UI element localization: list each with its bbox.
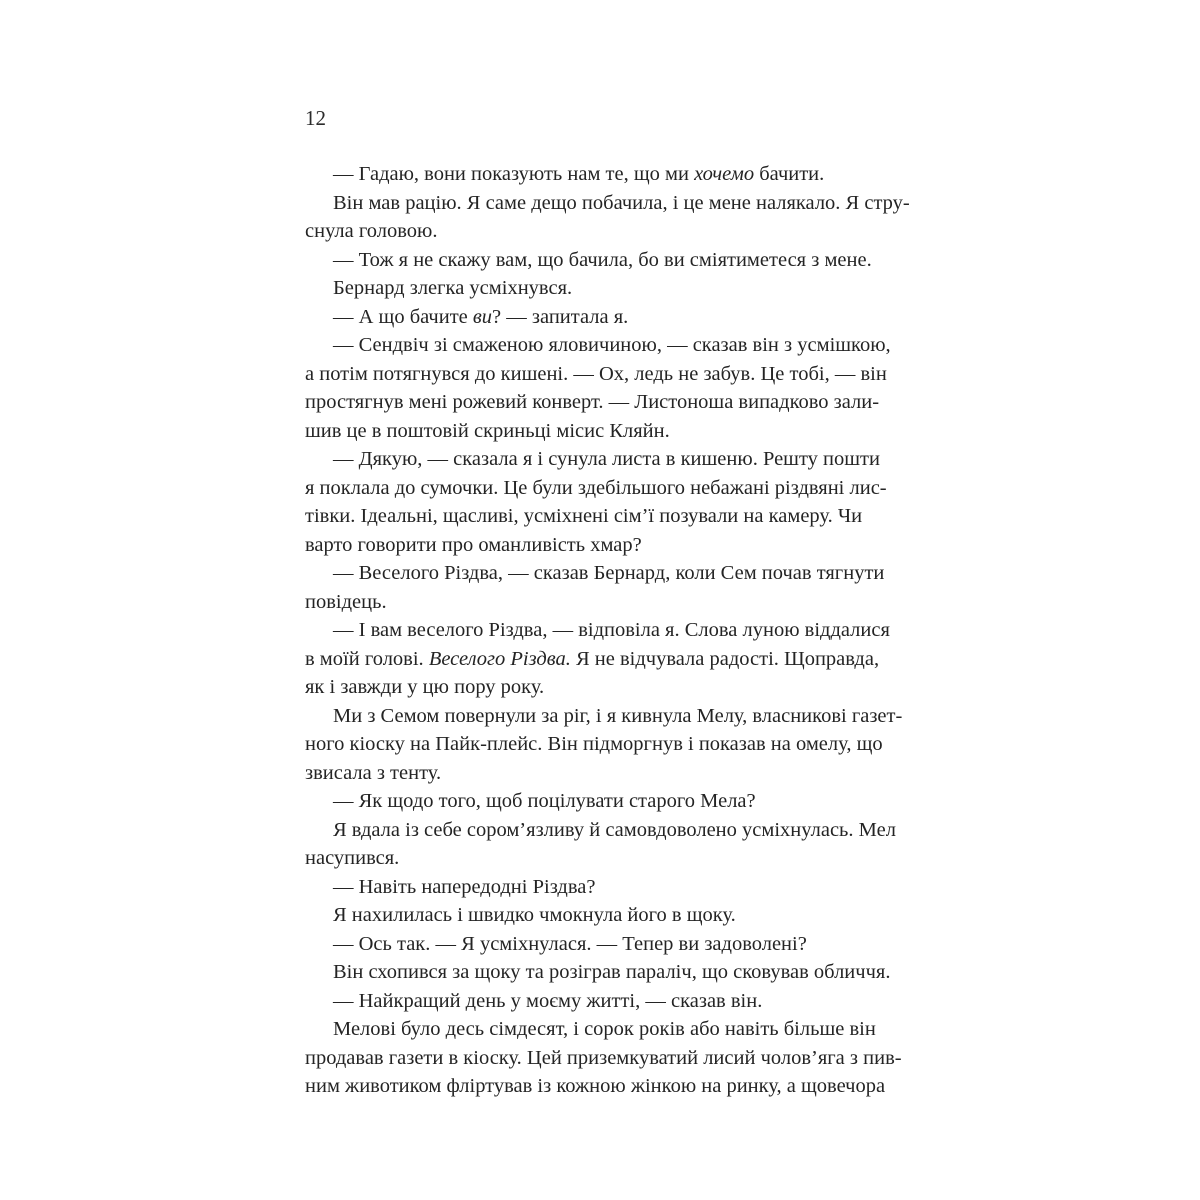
text-line <box>305 417 938 446</box>
text-line <box>305 958 938 987</box>
text-segment: ним животиком фліртував із кожною жінкою на ринку, а щовечора <box>305 1075 886 1097</box>
text-line <box>305 331 938 360</box>
text-line <box>305 388 938 417</box>
text-segment: Я не відчувала радості. Щоправда, <box>570 647 880 670</box>
text-segment: насупився. <box>305 847 400 869</box>
text-line <box>305 303 938 332</box>
text-segment: тівки. Ідеальні, щасливі, усміхнені сім’ї позували на камеру. Чи <box>305 505 863 527</box>
text-segment: бачити. <box>754 163 825 185</box>
text-segment: продавав газети в кіоску. Цей приземкуватий лисий чолов’яга з пив- <box>305 1046 902 1069</box>
text-segment: — Дякую, — сказала я і сунула листа в кишеню. Решту пошти <box>333 448 880 470</box>
italic-text: Веселого Різдва. <box>428 647 571 670</box>
text-line <box>305 274 938 303</box>
text-line <box>305 474 938 503</box>
text-line <box>305 673 938 702</box>
text-line <box>305 616 938 645</box>
text-segment: простягнув мені рожевий конверт. — Листоноша випадково зали- <box>305 391 880 413</box>
text-line <box>305 901 938 930</box>
text-segment: Мелові було десь сімдесят, і сорок років або навіть більше він <box>333 1018 876 1040</box>
text-line <box>305 873 938 902</box>
text-segment: повідець. <box>305 590 387 613</box>
text-segment: — Тож я не скажу вам, що бачила, бо ви сміятиметеся з мене. <box>333 248 872 271</box>
text-segment: звисала з тенту. <box>305 761 442 784</box>
text-line <box>305 1072 938 1101</box>
text-line <box>305 645 938 674</box>
text-line <box>305 1044 938 1073</box>
text-segment: Він схопився за щоку та розіграв параліч, що сковував обличчя. <box>333 961 891 983</box>
text-segment: — І вам веселого Різдва, — відповіла я. Слова луною віддалися <box>333 619 890 641</box>
text-line <box>305 987 938 1016</box>
italic-text: хочемо <box>694 163 755 185</box>
italic-text: ви <box>472 305 493 328</box>
text-line <box>305 730 938 759</box>
text-segment: — Гадаю, вони показують нам те, що ми <box>333 163 695 185</box>
text-line <box>305 588 938 617</box>
text-segment: а потім потягнувся до кишені. — Ох, ледь не забув. Це тобі, — він <box>305 362 887 385</box>
text-line <box>305 502 938 531</box>
text-line <box>305 559 938 588</box>
text-segment: — А що бачите <box>333 305 473 328</box>
text-line <box>305 844 938 873</box>
text-line <box>305 360 938 389</box>
text-segment: — Найкращий день у моєму житті, — сказав він. <box>333 989 763 1012</box>
text-line <box>305 787 938 816</box>
text-line <box>305 816 938 845</box>
text-segment: шив це в поштовій скриньці місис Кляйн. <box>305 419 670 442</box>
page-number: 12 <box>305 106 326 130</box>
text-segment: снула головою. <box>305 220 438 242</box>
text-line <box>305 1015 938 1044</box>
text-segment: — Сендвіч зі смаженою яловичиною, — сказав він з усмішкою, <box>333 334 891 356</box>
text-segment: Я вдала із себе сором’язливу й самовдоволено усміхнулась. Мел <box>333 818 896 841</box>
text-line <box>305 160 938 189</box>
text-segment: Я нахилилась і швидко чмокнула його в щоку. <box>333 904 736 926</box>
text-line <box>305 217 938 246</box>
text-segment: — Навіть напередодні Різдва? <box>333 875 596 898</box>
text-segment: Бернард злегка усміхнувся. <box>333 277 573 299</box>
text-segment: Він мав рацію. Я саме дещо побачила, і це мене налякало. Я стру- <box>333 191 910 214</box>
text-segment: варто говорити про оманливість хмар? <box>305 533 642 556</box>
text-line <box>305 930 938 959</box>
text-line <box>305 531 938 560</box>
text-line <box>305 189 938 218</box>
text-segment: — Ось так. — Я усміхнулася. — Тепер ви задоволені? <box>333 932 807 955</box>
text-segment: Ми з Семом повернули за ріг, і я кивнула Мелу, власникові газет- <box>333 704 903 727</box>
text-line <box>305 759 938 788</box>
text-segment: ? — запитала я. <box>492 305 629 328</box>
text-line <box>305 246 938 275</box>
text-segment: я поклала до сумочки. Це були здебільшого небажані різдвяні лис- <box>305 476 887 499</box>
body-text <box>305 160 938 1101</box>
text-segment: в моїй голові. <box>305 647 429 670</box>
text-line <box>305 702 938 731</box>
text-segment: — Як щодо того, щоб поцілувати старого Мела? <box>333 790 756 812</box>
text-line <box>305 445 938 474</box>
text-segment: — Веселого Різдва, — сказав Бернард, коли Сем почав тягнути <box>333 562 885 584</box>
text-segment: як і завжди у цю пору року. <box>305 676 545 698</box>
text-segment: ного кіоску на Пайк-плейс. Він підморгнув і показав на омелу, що <box>305 733 883 755</box>
